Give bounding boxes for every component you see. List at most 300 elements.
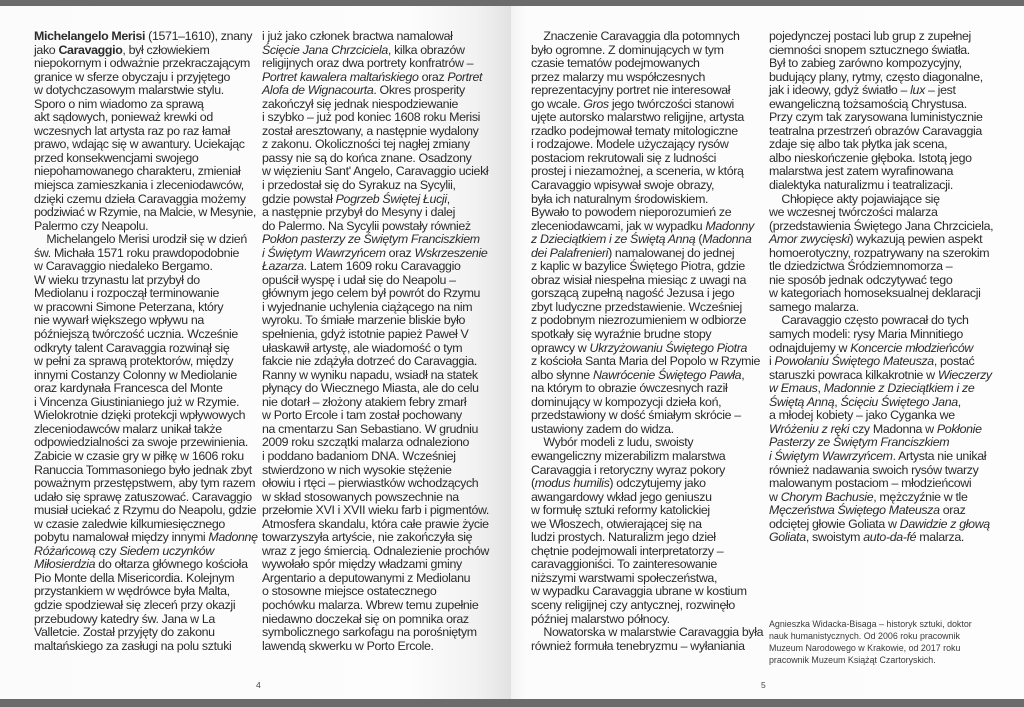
text-run: i szybko – już pod koniec 1608 roku Merisi (262, 110, 481, 125)
text-line (769, 98, 1009, 112)
text-run: Ranuccia Tommasoniego było jednak zbyt (34, 462, 252, 477)
text-line (531, 57, 763, 71)
text-run: wywołało spór między władzami gminy (262, 557, 462, 572)
italic-title: w Emaus (769, 381, 818, 396)
text-run: caravaggioniści. To zainteresowanie (531, 557, 717, 572)
text-line (769, 396, 1009, 410)
text-line (262, 165, 494, 179)
text-run: Palermo czy Neapolu. (34, 218, 149, 233)
text-line (531, 84, 763, 98)
bold-name: Michelangelo Merisi (34, 29, 146, 43)
text-line (34, 328, 256, 342)
text-line (34, 382, 256, 396)
text-line (262, 193, 494, 207)
text-line (34, 477, 256, 491)
text-line (34, 450, 256, 464)
text-run: Caravaggio wpisywał swoje obrazy, (531, 178, 715, 193)
italic-title: Koncercie młodzieńców (850, 340, 974, 355)
text-run: (1571–1610), znany (145, 29, 253, 43)
text-line (531, 165, 763, 179)
text-run: samego malarza. (769, 299, 859, 314)
text-line (262, 30, 494, 44)
italic-title: Wieczerzy (937, 367, 992, 382)
text-run: odciętej głowie Goliata w (769, 516, 900, 531)
italic-title: Madonna (702, 232, 752, 247)
text-run: został aresztowany, a następnie wydalony (262, 123, 479, 138)
text-run: w Caravaggio niedaleko Bergamo. (34, 259, 213, 274)
text-run: oprawcy w (531, 340, 590, 355)
text-run: i rodzajowe. Modele użyczający rysów (531, 137, 729, 152)
text-run: w pracowni Simone Peterzana, który (34, 299, 224, 314)
text-run: Mediolanu i rozpoczął terminowanie (34, 286, 220, 301)
text-line (262, 44, 494, 58)
text-run: Atmosfera skandalu, która całe prawie życie (262, 516, 489, 531)
text-line (531, 626, 763, 640)
text-run: granice w sferze obyczaju i przyjętego (34, 69, 231, 84)
text-run: o stosowne miejsce ostatecznego (262, 584, 437, 599)
text-line (34, 613, 256, 627)
text-line (531, 342, 763, 356)
text-line (34, 111, 256, 125)
text-run: przystankiem w wędrówce była Malta, (34, 584, 230, 599)
text-run: ołowiu i rtęci – pierwiastków wchodzących (262, 476, 479, 491)
text-run: rzadko podejmował tematy mitologiczne (531, 123, 738, 138)
text-run: ) odczytujemy jako (609, 476, 706, 491)
text-line (769, 125, 1009, 139)
text-line (34, 247, 256, 261)
text-line (531, 585, 763, 599)
text-line (531, 640, 763, 654)
text-line (262, 464, 494, 478)
text-column (531, 30, 763, 653)
text-line (531, 179, 763, 193)
text-line (262, 382, 494, 396)
text-run: 2009 roku szczątki malarza odnaleziono (262, 435, 470, 450)
text-line (262, 491, 494, 505)
text-run: ujęte autorsko malarstwo religijne, artysta (531, 110, 744, 125)
text-run: albo nieskończenie głęboka. Istotą jego (769, 150, 972, 165)
italic-title: Powołaniu Świętego Mateusza (774, 354, 934, 369)
text-line (34, 179, 256, 193)
italic-title: z Dzieciątkiem i ze Świętą Anną (531, 232, 696, 247)
text-line (769, 71, 1009, 85)
text-run: W wieku trzynastu lat przybył do (34, 272, 200, 287)
text-line (34, 585, 256, 599)
author-bio (769, 618, 972, 666)
text-run: ewangeliczny mizerabilizm malarstwa (531, 448, 726, 463)
text-line (34, 206, 256, 220)
text-line (769, 531, 1009, 545)
text-run: Znaczenie Caravaggia dla potomnych (531, 29, 740, 43)
text-run: w wypadku Caravaggia ubrane w kostium (531, 584, 747, 599)
italic-title: Ścięciu Świętego Jana (840, 394, 958, 409)
text-line (262, 328, 494, 342)
text-run: . Artysta nie unikał (892, 448, 987, 463)
text-run: ( (695, 232, 703, 247)
italic-title: Miłosierdzia (34, 557, 96, 572)
italic-title: Gros (583, 96, 609, 111)
text-line (34, 152, 256, 166)
text-line (34, 165, 256, 179)
text-line (34, 193, 256, 207)
italic-title: auto-da-fé (863, 530, 917, 545)
text-run: , (817, 381, 824, 396)
text-run: do Palermo. Na Sycylii powstały również (262, 218, 471, 233)
italic-title: Świętą Anną (769, 394, 835, 409)
text-run: na cmentarzu San Sebastiano. W grudniu (262, 421, 479, 436)
text-line (262, 518, 494, 532)
text-line (769, 382, 1009, 396)
text-line (531, 260, 763, 274)
text-run: i (769, 354, 775, 369)
text-run: Zabicie w czasie gry w piłkę w 1606 roku (34, 448, 244, 463)
text-line (262, 206, 494, 220)
italic-title: Portret kawalera maltańskiego (262, 69, 419, 84)
text-line (262, 111, 494, 125)
text-run: Argentario a deputowanymi z Mediolanu (262, 570, 471, 585)
text-line (262, 355, 494, 369)
text-line (531, 44, 763, 58)
text-line (262, 613, 494, 627)
text-run: Pio Monte della Misericordia. Kolejnym (34, 570, 235, 585)
text-run: niedawno doczekał się on pomnika oraz (262, 611, 469, 626)
italic-title: Chorym Bachusie (780, 489, 874, 504)
text-run: wczesnych lat artysta raz po raz łamał (34, 123, 231, 138)
italic-title: Pasterzy ze Świętym Franciszkiem (769, 435, 950, 450)
text-line (769, 369, 1009, 383)
italic-title: Wróżeniu z ręki (769, 421, 850, 436)
text-line (34, 531, 256, 545)
text-run: (przedstawienia Świętego Jana Chrzciciela, (769, 218, 994, 233)
text-run: jak i ideowy, gdyż światło – (769, 83, 911, 98)
text-line (769, 464, 1009, 478)
italic-title: modus humilis (534, 476, 610, 491)
text-run: z zakonu. Okoliczności tej nagłej zmiany (262, 137, 470, 152)
italic-title: lux (910, 83, 925, 98)
text-line (262, 409, 494, 423)
text-line (34, 464, 256, 478)
text-run: dzięki czemu dzieła Caravaggia możemy (34, 191, 246, 206)
text-run: przebudowy katedry św. Jana w La (34, 611, 215, 626)
text-line (262, 71, 494, 85)
text-line (262, 477, 494, 491)
text-line (531, 328, 763, 342)
italic-title: Siedem uczynków (119, 543, 214, 558)
text-line (769, 409, 1009, 423)
text-line (262, 287, 494, 301)
text-line (34, 30, 256, 44)
text-line (769, 518, 1009, 532)
text-run: reprezentacyjny portret nie interesował (531, 83, 731, 98)
text-run: płynący do Wiecznego Miasta, ale do celu (262, 381, 479, 396)
text-line (531, 558, 763, 572)
text-run: odkryty talent Caravaggia rozwinął się (34, 340, 230, 355)
text-run: nie wywarł większego wpływu na (34, 313, 204, 328)
italic-title: Wskrzeszenie (414, 245, 488, 260)
text-line (262, 98, 494, 112)
text-run: fakcie nie zdążyła dotrzeć do Caravaggia. (262, 354, 478, 369)
text-run: w kategoriach homoseksualnej deklaracji (769, 286, 981, 301)
text-run: Był to zabieg zarówno kompozycyjny, (769, 56, 962, 71)
text-line (531, 355, 763, 369)
text-run: samych modeli: rysy Maria Minnitiego (769, 327, 963, 342)
text-run: awangardowy wkład jego geniuszu (531, 489, 712, 504)
text-run: towarzyszyła artyście, nie zakończyła się (262, 530, 473, 545)
text-run: malarstwa jest zatem wyrafinowana (769, 164, 954, 179)
text-run: późniejszą twórczość ucznia. Wcześnie (34, 327, 238, 342)
text-line (34, 138, 256, 152)
text-line (262, 125, 494, 139)
text-run: innymi Costanzy Colonny w Mediolanie (34, 367, 237, 382)
text-run: udało się sprawę zatuszować. Caravaggio (34, 489, 252, 504)
text-line (769, 138, 1009, 152)
text-line (531, 599, 763, 613)
text-run: i przedostał się do Syrakuz na Sycylii, (262, 178, 456, 193)
text-line (531, 450, 763, 464)
text-run: w (769, 489, 781, 504)
text-line (34, 640, 256, 654)
text-line (262, 301, 494, 315)
text-line (34, 287, 256, 301)
text-run: , (834, 394, 841, 409)
bio-line: pracownik Muzeum Książąt Czartoryskich. (769, 655, 936, 665)
text-run: niepohamowanego charakteru, zmieniał (34, 164, 241, 179)
italic-title: Madonnie z Dzieciątkiem i ze (823, 381, 975, 396)
text-line (262, 369, 494, 383)
text-run: głównym jego celem był powrót do Rzymu (262, 286, 481, 301)
text-line (262, 423, 494, 437)
text-line (34, 572, 256, 586)
text-line (769, 504, 1009, 518)
text-run: czy (95, 543, 120, 558)
text-run: teatralna przestrzeń obrazów Caravaggia (769, 123, 982, 138)
text-run: i wyjednanie uchylenia ciążącego na nim (262, 299, 473, 314)
text-line (262, 247, 494, 261)
italic-title: Różańcową (34, 543, 96, 558)
text-line (531, 287, 763, 301)
italic-title: i Świętym Wawrzyńcem (769, 448, 893, 463)
text-run: opuścił wyspę i udał się do Neapolu – (262, 272, 456, 287)
text-line (531, 274, 763, 288)
text-line (531, 518, 763, 532)
text-line (262, 274, 494, 288)
text-run: we wczesnej twórczości malarza (769, 205, 938, 220)
text-run: a następnie przybył do Mesyny i dalej (262, 205, 455, 220)
text-run: na którym to obrazie ówczesnych raził (531, 381, 728, 396)
text-run: jako (34, 42, 59, 57)
text-line (769, 111, 1009, 125)
text-line (262, 396, 494, 410)
text-run: niepokornym i odważnie przekraczającym (34, 56, 251, 71)
italic-title: Ukrzyżowaniu Świętego Piotra (589, 340, 748, 355)
text-column (769, 30, 1009, 545)
text-run: albo słynne (531, 367, 593, 382)
italic-title: i Świętym Wawrzyńcem (262, 245, 386, 260)
text-run: czasie tematów podejmowanych (531, 56, 700, 71)
text-run: postaciom rekrutowali się z ludności (531, 150, 717, 165)
text-run: i poddano badaniom DNA. Wcześniej (262, 448, 456, 463)
text-run: była ich naturalnym środowiskiem. (531, 191, 709, 206)
text-run: w formułę sztuki reformy katolickiej (531, 503, 710, 518)
text-line (531, 572, 763, 586)
text-line (34, 355, 256, 369)
text-line (34, 71, 256, 85)
text-run: w czasie zaledwie kilkumiesięcznego (34, 516, 225, 531)
text-run: , (957, 394, 961, 409)
text-run: tle dziedzictwa Śródziemnomorza – (769, 259, 953, 274)
text-run: ciemności snopem sztucznego światła. (769, 42, 970, 57)
text-run: w Porto Ercole i tam został pochowany (262, 408, 462, 423)
text-run: nie sposób jednak odczytywać tego (769, 272, 953, 287)
text-run: przed konsekwencjami swojego (34, 150, 199, 165)
text-line (34, 342, 256, 356)
text-line (531, 314, 763, 328)
text-line (531, 71, 763, 85)
text-run: było ogromne. Z dominujących w tym (531, 42, 724, 57)
italic-title: dei Palafrenieri (531, 245, 609, 260)
text-run: zleceniodawcami, jak w wypadku (531, 218, 706, 233)
italic-title: Goliata (769, 530, 806, 545)
text-line (531, 436, 763, 450)
text-line (531, 233, 763, 247)
book-spread (0, 6, 1024, 699)
text-run: w dotychczasowym malarstwie stylu. (34, 83, 224, 98)
text-line (531, 504, 763, 518)
text-line (531, 382, 763, 396)
page-number: 4 (256, 680, 261, 690)
text-line (531, 369, 763, 383)
text-run: zbyt ludyczne przedstawienie. Wcześniej (531, 299, 742, 314)
text-line (34, 518, 256, 532)
text-line (531, 464, 763, 478)
text-run: Przy czym tak zarysowana luministycznie (769, 110, 983, 125)
text-line (769, 30, 1009, 44)
text-run: musiał uciekać z Rzymu do Neapolu, gdzie (34, 503, 257, 518)
text-line (34, 626, 256, 640)
italic-title: Nawrócenie Świętego Pawła (592, 367, 742, 382)
text-line (769, 355, 1009, 369)
text-line (769, 477, 1009, 491)
text-run: Ranny w wyniku napadu, wsiadł na statek (262, 367, 478, 382)
text-run: go wcale. (531, 96, 584, 111)
text-run: również formuła tenebryzmu – wyłaniania (531, 638, 745, 653)
left-page (0, 6, 511, 699)
italic-title: Męczeństwa Świętego Mateusza (769, 503, 940, 518)
text-line (769, 206, 1009, 220)
text-run: Bywało to powodem nieporozumień ze (531, 205, 732, 220)
text-run: malowanym postaciom – młodzieńcowi (769, 476, 972, 491)
text-line (531, 111, 763, 125)
text-run: i Vincenza Giustinianiego już w Rzymie. (34, 394, 240, 409)
text-run: gdzie powstał (262, 191, 336, 206)
text-line (262, 314, 494, 328)
text-run: gorszącą zupełną nagość Jezusa i jego (531, 286, 735, 301)
text-run: . Okres prosperity (373, 83, 465, 98)
text-run: maltańskiego za zasługi na polu sztuki (34, 638, 232, 653)
text-run: Michelangelo Merisi urodził się w dzień (34, 232, 247, 247)
text-run: odnajdujemy w (769, 340, 851, 355)
text-line (769, 193, 1009, 207)
text-run: z podobnym niezrozumieniem w odbiorze (531, 313, 747, 328)
italic-title: Pokłonie (936, 421, 982, 436)
text-run: , swoistym (805, 530, 864, 545)
text-line (531, 477, 763, 491)
text-run: również nadawania swoich rysów twarzy (769, 462, 979, 477)
text-line (262, 572, 494, 586)
text-line (262, 558, 494, 572)
text-line (531, 545, 763, 559)
text-line (34, 233, 256, 247)
text-line (769, 301, 1009, 315)
text-run: lawendą skwerku w Porto Ercole. (262, 638, 434, 653)
text-line (34, 558, 256, 572)
text-run: poważnym przestępstwem, aby tym razem (34, 476, 256, 491)
text-run: staruszki powraca kilkakrotnie w (769, 367, 938, 382)
text-run: , (446, 191, 450, 206)
text-line (34, 409, 256, 423)
text-run: do ołtarza głównego kościoła (95, 557, 248, 572)
text-line (262, 436, 494, 450)
text-run: ) namalowanej do jednej (608, 245, 735, 260)
text-line (769, 152, 1009, 166)
italic-title: Madonnę (208, 530, 258, 545)
text-line (262, 599, 494, 613)
text-run: ( (531, 476, 535, 491)
bio-line: nauk humanistycznych. Od 2006 roku pracownik (769, 631, 960, 641)
text-line (34, 57, 256, 71)
text-run: spotkały się wyraźnie brudne stopy (531, 327, 712, 342)
text-line (769, 57, 1009, 71)
text-run: Valletcie. Został przyjęty do zakonu (34, 625, 215, 640)
text-run: – jest (924, 83, 956, 98)
text-run: dominujący w kompozycji dzieła koń, (531, 394, 722, 409)
text-line (531, 138, 763, 152)
text-line (262, 640, 494, 654)
bio-line: Muzeum Narodowego w Krakowie, od 2017 roku (769, 643, 961, 653)
text-run: budujący plany, rytmy, często diagonalne, (769, 69, 983, 84)
text-run: w pełni za sprawą protektorów, między (34, 354, 234, 369)
text-line (262, 260, 494, 274)
text-line (531, 125, 763, 139)
italic-title: Ścięcie Jana Chrzciciela (262, 42, 388, 57)
text-line (531, 301, 763, 315)
text-line (531, 491, 763, 505)
text-run: sceny religijnej czy antycznej, rozwinęło (531, 597, 735, 612)
text-run: Nowatorska w malarstwie Caravaggia była (531, 625, 764, 640)
text-line (262, 179, 494, 193)
text-line (769, 274, 1009, 288)
text-run: podziwiać w Rzymie, na Malcie, w Mesynie, (34, 205, 256, 220)
text-run: , był człowiekiem (122, 42, 210, 57)
text-line (769, 260, 1009, 274)
italic-title: Pokłon pasterzy ze Świętym Franciszkiem (262, 232, 480, 247)
text-run: oraz (385, 245, 415, 260)
text-line (262, 233, 494, 247)
text-line (769, 84, 1009, 98)
text-run: zakończył się jednak niespodziewanie (262, 96, 459, 111)
text-line (34, 274, 256, 288)
text-line (531, 613, 763, 627)
text-run: nie dotarł – złożony atakiem febry zmarł (262, 394, 467, 409)
text-run: odpowiedzialności za swoje przewinienia. (34, 435, 248, 450)
text-line (769, 287, 1009, 301)
text-line (34, 504, 256, 518)
text-run: Caravaggio często powracał do tych (769, 313, 969, 328)
text-line (262, 84, 494, 98)
text-run: we Włoszech, otwierającej się na (531, 516, 702, 531)
text-run: a młodej kobiety – jako Cyganka we (769, 408, 955, 423)
text-run: Wielokrotnie dzięki protekcji wpływowych (34, 408, 246, 423)
